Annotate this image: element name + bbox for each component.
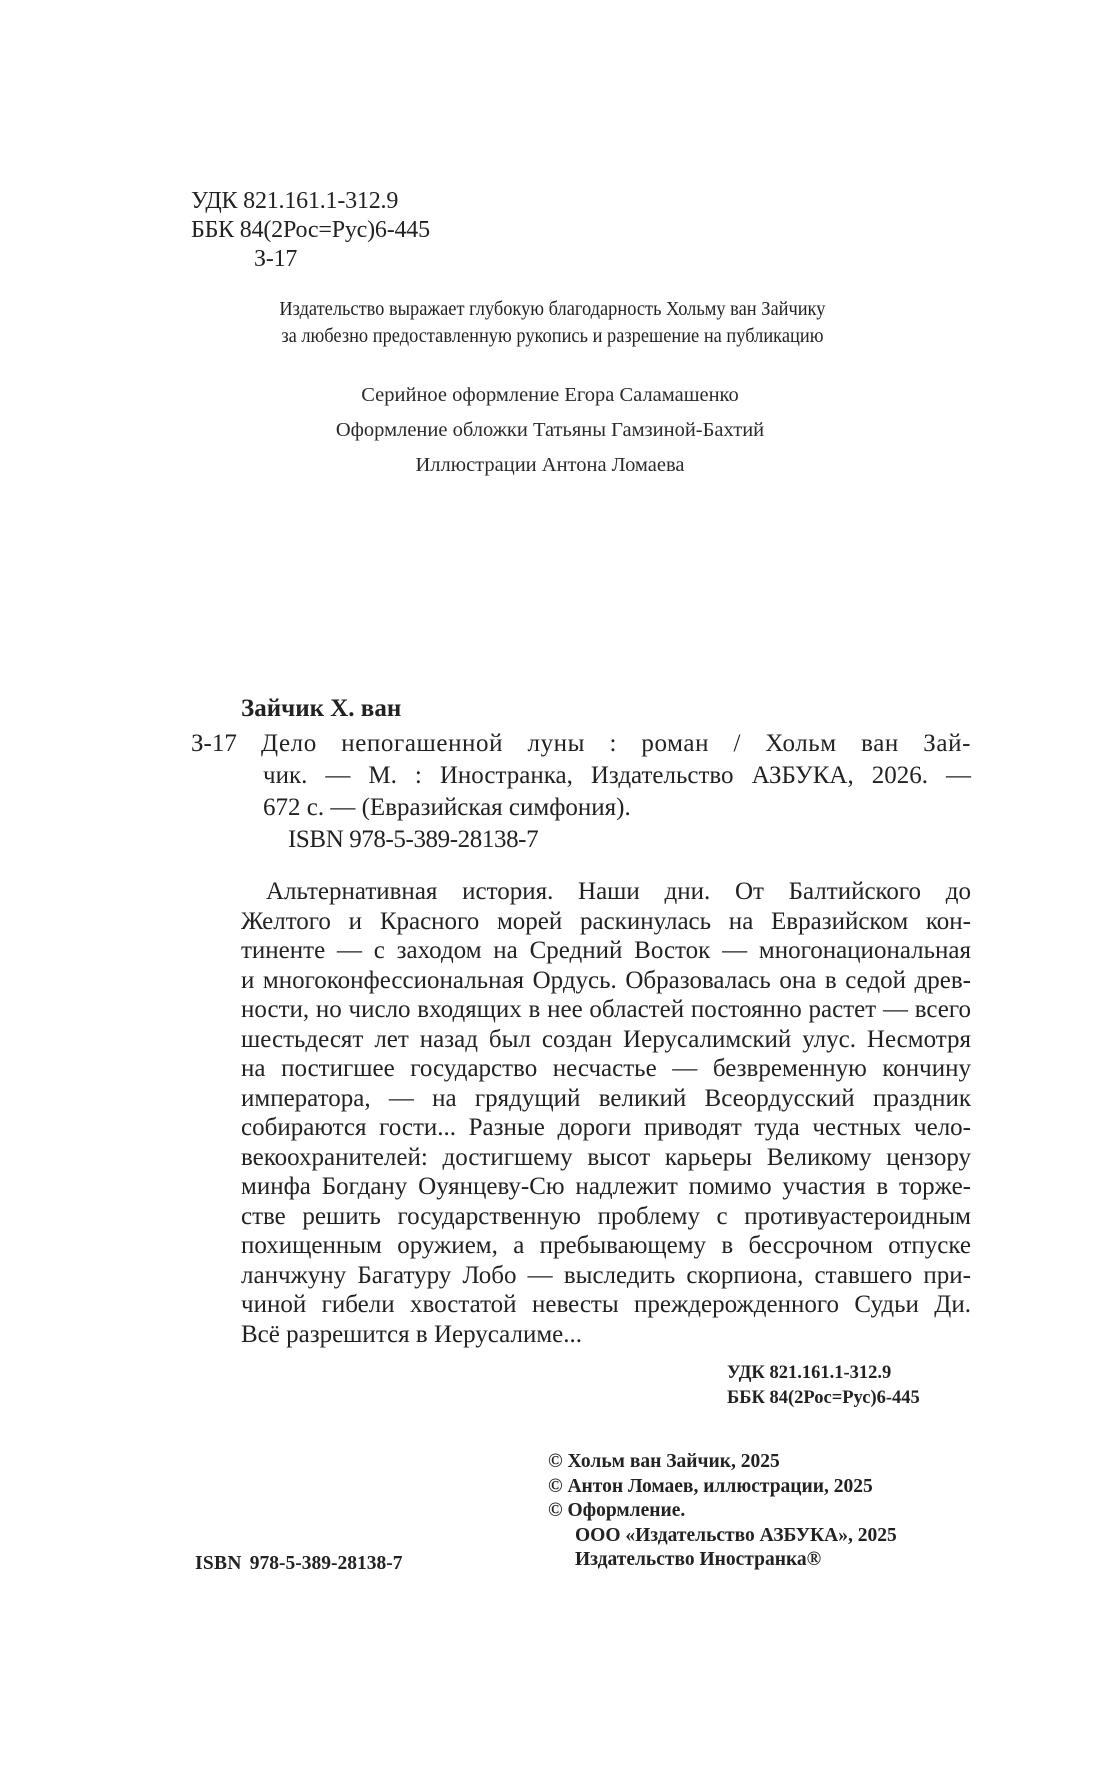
annotation-line: чиной гибели хвостатой невесты преждерожденного Судьи Ди. [241,1291,971,1318]
acknowledgement-line: за любезно предоставленную рукопись и разрешение на публикацию [281,325,824,347]
author-mark: З-17 [254,246,298,272]
bib-row [191,792,971,824]
annotation-line: и многоконфессиональная Ордусь. Образовалась она в седой древ- [241,966,971,994]
credits [0,378,1100,483]
annotation-line: собираются гости... Разные дороги приводят туда честных чело- [241,1114,971,1141]
annotation-line: на постигшее государство несчастье — безвременную кончину [241,1055,971,1082]
copyright-continuation: Издательство Иностранка® [575,1549,822,1570]
author-mark: З-17 [191,730,237,757]
classification-bottom [727,1361,920,1411]
annotation-line: шестьдесят лет назад был создан Иерусалимский улус. Несмотря [241,1025,971,1053]
udk-code: УДК 821.161.1-312.9 [191,188,399,214]
acknowledgement-line: Издательство выражает глубокую благодарность Хольму ван Зайчику [279,298,826,320]
bib-row [191,824,971,856]
annotation-line: похищенным оружием, а пребывающему в бессрочном отпуске [241,1232,971,1259]
bibliographic-record [191,728,971,856]
cover-design-credit: Оформление обложки Татьяны Гамзиной-Бахтий [335,419,765,441]
annotation-line: стве решить государственную проблему с противуастероидным [241,1202,971,1230]
bib-row [191,728,971,760]
isbn-number: 978-5-389-28138-7 [249,1553,403,1574]
annotation-line: тиненте — с заходом на Средний Восток — многонациональная [241,937,971,964]
series-design-credit: Серийное оформление Егора Саламашенко [361,384,739,406]
acknowledgement [46,296,1058,350]
annotation-line: Всё разрешится в Иерусалиме... [241,1320,583,1348]
isbn-label: ISBN [195,1553,242,1574]
bib-isbn: ISBN 978-5-389-28138-7 [288,826,539,853]
classification-top [191,187,430,274]
annotation-line: Желтого и Красного морей раскинулась на Евразийском кон- [241,907,971,935]
copyright-block [548,1450,897,1573]
illustrations-credit: Иллюстрации Антона Ломаева [415,454,685,476]
copyright-line: © Оформление. [548,1500,686,1521]
copyright-line: © Хольм ван Зайчик, 2025 [548,1451,780,1472]
copyright-line: © Антон Ломаев, иллюстрации, 2025 [548,1475,873,1497]
annotation-line: минфа Богдану Оуянцеву-Сю надлежит помимо участия в торже- [241,1173,971,1200]
annotation-line: векоохранителей: достигшему высот карьеры Великому цензору [241,1143,971,1171]
bib-description-line: чик. — М. : Иностранка, Издательство АЗБУКА, 2026. — [263,762,971,789]
bbk-code: ББК 84(2Рос=Рус)6-445 [191,217,430,243]
annotation-line: Альтернативная история. Наши дни. От Балтийского до [266,878,971,905]
bib-row [191,760,971,792]
annotation [241,877,971,1349]
annotation-line: ности, но число входящих в нее областей постоянно растет — всего [241,996,971,1023]
bbk-code: ББК 84(2Рос=Рус)6-445 [727,1388,920,1408]
annotation-line: ланчжуну Багатуру Лобо — выследить скорпиона, ставшего при- [241,1261,971,1289]
udk-code: УДК 821.161.1-312.9 [727,1363,892,1383]
bib-description-line: Дело непогашенной луны : роман / Хольм ван Зай- [261,730,971,757]
bib-description-line: 672 с. — (Евразийская симфония). [263,794,631,821]
isbn-bottom [195,1552,402,1576]
author-heading: Зайчик Х. ван [241,695,402,722]
annotation-line: императора, — на грядущий великий Всеордусский праздник [241,1084,971,1112]
copyright-continuation: ООО «Издательство АЗБУКА», 2025 [575,1524,897,1546]
